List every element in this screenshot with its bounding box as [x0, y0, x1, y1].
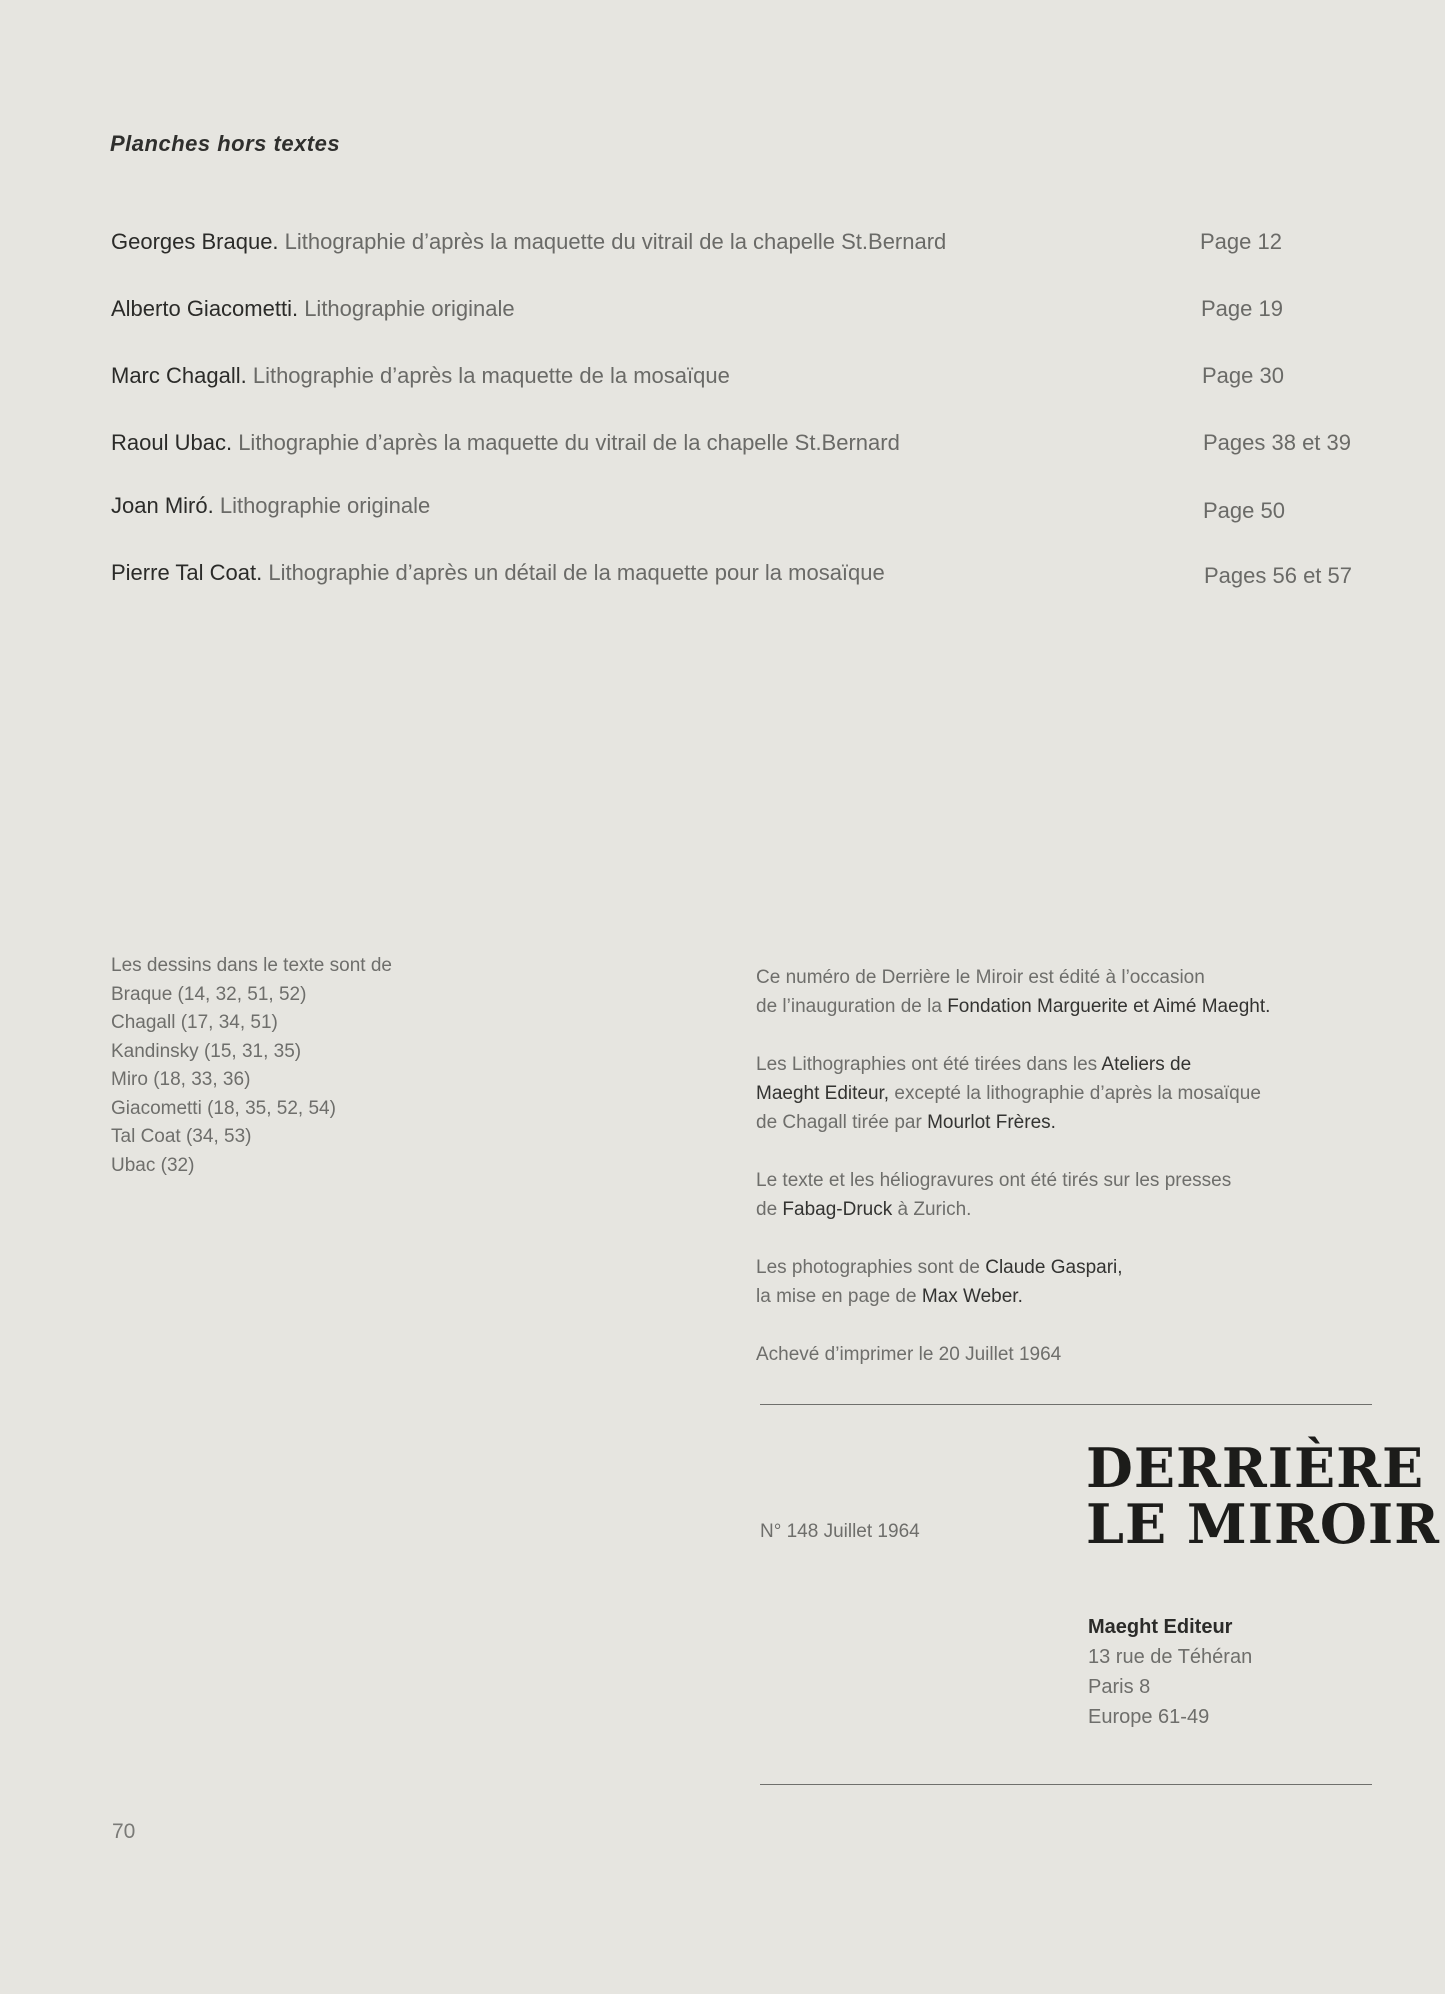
plate-description: Lithographie originale	[298, 296, 515, 321]
colophon-text: Ce numéro de Derrière le Miroir est édité à l’occasion	[756, 967, 1205, 988]
plate-artist: Raoul Ubac.	[111, 430, 233, 455]
plate-description: Lithographie d’après un détail de la maquette pour la mosaïque	[262, 560, 885, 585]
colophon-highlight: Ateliers de	[1101, 1054, 1192, 1075]
colophon-highlight: Claude Gaspari,	[985, 1257, 1123, 1278]
colophon-text: Les photographies sont de	[756, 1257, 986, 1278]
plate-page: Page 19	[1201, 296, 1283, 321]
drawings-entry: Miro (18, 33, 36)	[111, 1069, 251, 1090]
publisher-phone: Europe 61-49	[1088, 1706, 1210, 1728]
plate-description: Lithographie d’après la maquette du vitrail de la chapelle St.Bernard	[232, 430, 900, 455]
plate-page: Page 50	[1203, 498, 1285, 523]
masthead-logo	[1086, 1436, 1441, 1556]
plate-artist: Joan Miró.	[111, 493, 214, 518]
plate-description: Lithographie d’après la maquette du vitrail de la chapelle St.Bernard	[278, 229, 947, 254]
plate-page: Pages 38 et 39	[1203, 430, 1352, 455]
plate-description: Lithographie originale	[213, 493, 431, 518]
colophon-highlight: Fabag-Druck	[782, 1199, 893, 1220]
colophon-text: à Zurich.	[892, 1199, 972, 1220]
section-heading: Planches hors textes	[110, 131, 341, 156]
publisher-city: Paris 8	[1088, 1676, 1151, 1698]
colophon-highlight: Max Weber.	[921, 1286, 1023, 1307]
plate-page: Page 12	[1200, 229, 1282, 254]
plate-page: Pages 56 et 57	[1204, 563, 1353, 588]
colophon-printing	[756, 1166, 1396, 1224]
plate-artist: Georges Braque.	[111, 229, 279, 254]
foundation-name: Fondation Marguerite et Aimé Maeght.	[947, 996, 1271, 1017]
bottom-rule	[760, 1784, 1372, 1785]
colophon-highlight: Mourlot Frères.	[927, 1112, 1056, 1133]
colophon-photos	[756, 1253, 1396, 1311]
masthead-line: LE MIROIR	[1086, 1492, 1441, 1556]
colophon-text: Achevé d’imprimer le 20 Juillet 1964	[756, 1344, 1062, 1365]
drawings-entry: Kandinsky (15, 31, 35)	[111, 1040, 302, 1062]
colophon-text: Le texte et les héliogravures ont été tirés sur les presses	[756, 1170, 1232, 1191]
colophon-text: de Chagall tirée par	[756, 1112, 928, 1133]
issue-number: N° 148 Juillet 1964	[760, 1521, 920, 1542]
colophon-text: de	[756, 1199, 783, 1220]
page-number: 70	[112, 1820, 136, 1843]
plate-entry	[111, 296, 1361, 336]
plate-entry	[111, 229, 1361, 269]
publisher-block	[1088, 1612, 1252, 1732]
plate-entry	[111, 363, 1361, 403]
colophon-highlight: Maeght Editeur,	[756, 1083, 890, 1104]
drawings-entry: Chagall (17, 34, 51)	[111, 1012, 278, 1033]
drawings-entry: Ubac (32)	[111, 1154, 195, 1176]
colophon-text: Les Lithographies ont été tirées dans les	[756, 1054, 1102, 1075]
plate-entry	[111, 493, 1361, 533]
colophon-lithographs	[756, 1050, 1396, 1137]
drawings-intro: Les dessins dans le texte sont de	[111, 955, 392, 976]
masthead-line: DERRIÈRE	[1086, 1436, 1425, 1500]
plate-artist: Pierre Tal Coat.	[111, 560, 263, 585]
publisher-address: 13 rue de Téhéran	[1088, 1646, 1253, 1668]
publisher-name: Maeght Editeur	[1088, 1616, 1233, 1638]
colophon-text: excepté la lithographie d’après la mosaïque	[889, 1083, 1261, 1104]
colophon	[756, 963, 1396, 1398]
drawings-list	[111, 952, 392, 1180]
colophon-text: la mise en page de	[756, 1286, 922, 1307]
drawings-entry: Tal Coat (34, 53)	[111, 1126, 252, 1147]
colophon-text: de l’inauguration de la	[756, 996, 948, 1017]
colophon-edition	[756, 963, 1396, 1021]
colophon-completion	[756, 1340, 1396, 1369]
drawings-entry: Giacometti (18, 35, 52, 54)	[111, 1097, 336, 1119]
plate-page: Page 30	[1202, 363, 1284, 388]
plate-entry	[111, 560, 1361, 600]
plate-description: Lithographie d’après la maquette de la mosaïque	[246, 363, 730, 388]
plate-artist: Alberto Giacometti.	[111, 296, 299, 321]
drawings-entry: Braque (14, 32, 51, 52)	[111, 983, 307, 1005]
top-rule	[760, 1404, 1372, 1405]
plate-artist: Marc Chagall.	[111, 363, 247, 388]
plate-entry	[111, 430, 1361, 470]
